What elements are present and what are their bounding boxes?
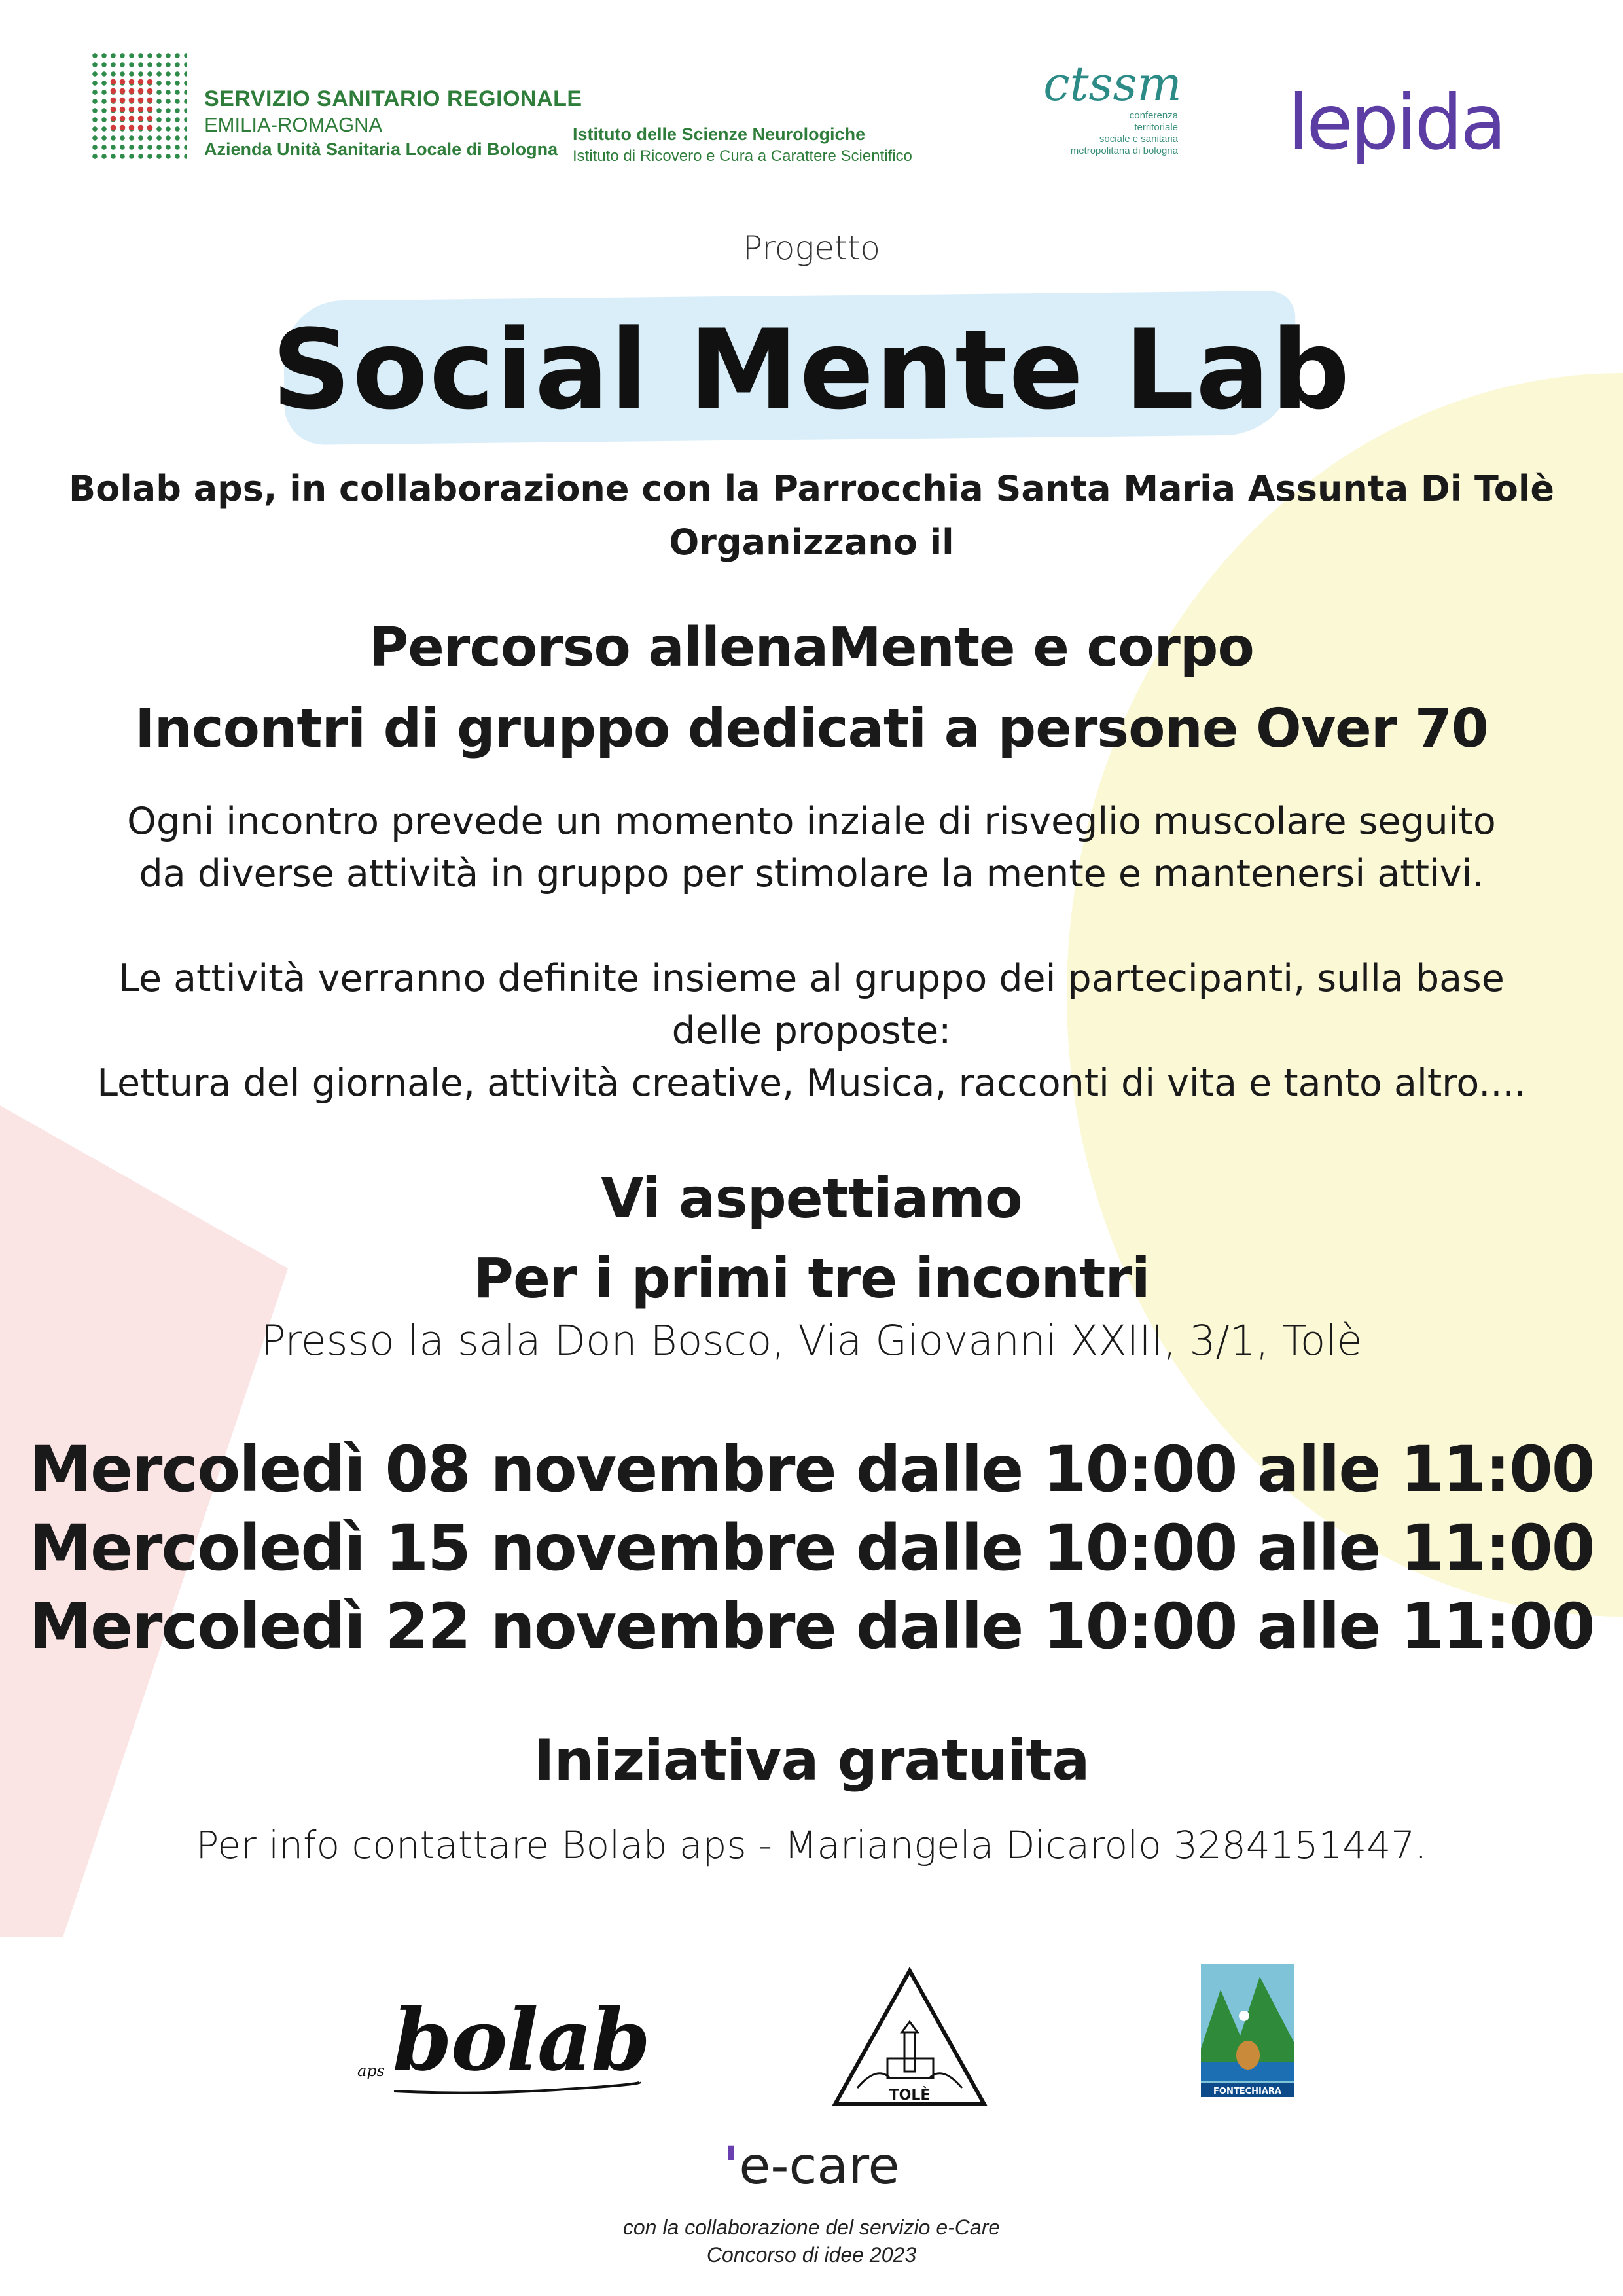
organizers-line2: Organizzano il [669,522,954,563]
ctssm-logo [1027,58,1198,157]
collab-line2: Concorso di idee 2023 [706,2243,917,2267]
ssr-line2: EMILIA-ROMAGNA [204,113,383,136]
bolab-underline-icon [393,2078,641,2098]
welcome-heading [0,1158,1623,1318]
description [0,795,1623,900]
bolab-name: bolab [393,1990,650,2090]
dates-list [0,1430,1623,1666]
date-item: Mercoledì 15 novembre dalle 10:00 alle 11:00 [29,1511,1594,1585]
date-item: Mercoledì 08 novembre dalle 10:00 alle 11:00 [29,1433,1594,1506]
ctssm-sub1: conferenza [1129,110,1178,121]
collaboration-note [0,2214,1623,2269]
ssr-dots-red-logo [109,77,154,132]
ctssm-sub2: territoriale [1134,122,1178,133]
course-line2: Incontri di gruppo dedicati a persone Over 70 [135,698,1488,760]
project-label: Progetto [743,229,880,267]
ecare-text: e-care [739,2137,900,2196]
ecare-mark: ' [723,2137,740,2196]
activities-line1: Le attività verranno definite insieme al gruppo dei partecipanti, sulla base [118,957,1505,1000]
ssr-logo-text [204,86,582,160]
tole-label: TOLÈ [889,2087,931,2104]
ecare-logo [0,2137,1623,2196]
ctssm-wordmark: ctssm [1043,56,1182,111]
activities-line3: Lettura del giornale, attività creative, Musica, racconti di vita e tanto altro.... [97,1062,1526,1105]
activities [0,952,1623,1109]
tole-logo-icon [831,1967,988,2117]
isn-line1: Istituto delle Scienze Neurologiche [573,124,866,144]
contact-info: Per info contattare Bolab aps - Mariangela Dicarolo 3284151447. [196,1823,1427,1867]
fonte-label: FONTECHIARA [1213,2087,1281,2096]
activities-line2: delle proposte: [671,1009,952,1052]
date-item: Mercoledì 22 novembre dalle 10:00 alle 11:00 [29,1590,1594,1663]
ssr-line1: SERVIZIO SANITARIO REGIONALE [204,86,582,111]
location: Presso la sala Don Bosco, Via Giovanni XXIII, 3/1, Tolè [260,1317,1363,1365]
collab-line1: con la collaborazione del servizio e-Care [622,2215,1001,2239]
isn-line2: Istituto di Ricovero e Cura a Carattere Scientifico [573,147,912,165]
project-title: Social Mente Lab [272,306,1351,434]
ssr-line3: Azienda Unità Sanitaria Locale di Bologna [204,139,558,159]
free-initiative: Iniziativa gratuita [533,1728,1090,1793]
ctssm-sub3: sociale e sanitaria [1099,134,1178,145]
description-line2: da diverse attività in gruppo per stimolare la mente e mantenersi attivi. [139,852,1484,895]
course-heading [0,607,1623,770]
welcome-line2: Per i primi tre incontri [473,1246,1150,1310]
fontechiara-logo-icon [1201,1964,1294,2097]
welcome-line1: Vi aspettiamo [601,1166,1022,1230]
description-line1: Ogni incontro prevede un momento inziale di risveglio muscolare seguito [127,800,1496,843]
isn-logo-text [573,124,912,166]
bolab-aps: aps [357,2062,385,2080]
ctssm-sub4: metropolitana di bologna [1070,145,1178,156]
organizers [0,462,1623,569]
course-line1: Percorso allenaMente e corpo [369,617,1254,679]
organizers-line1: Bolab aps, in collaborazione con la Parrocchia Santa Maria Assunta Di Tolè [69,468,1554,509]
lepida-logo: lepida [1288,79,1505,167]
